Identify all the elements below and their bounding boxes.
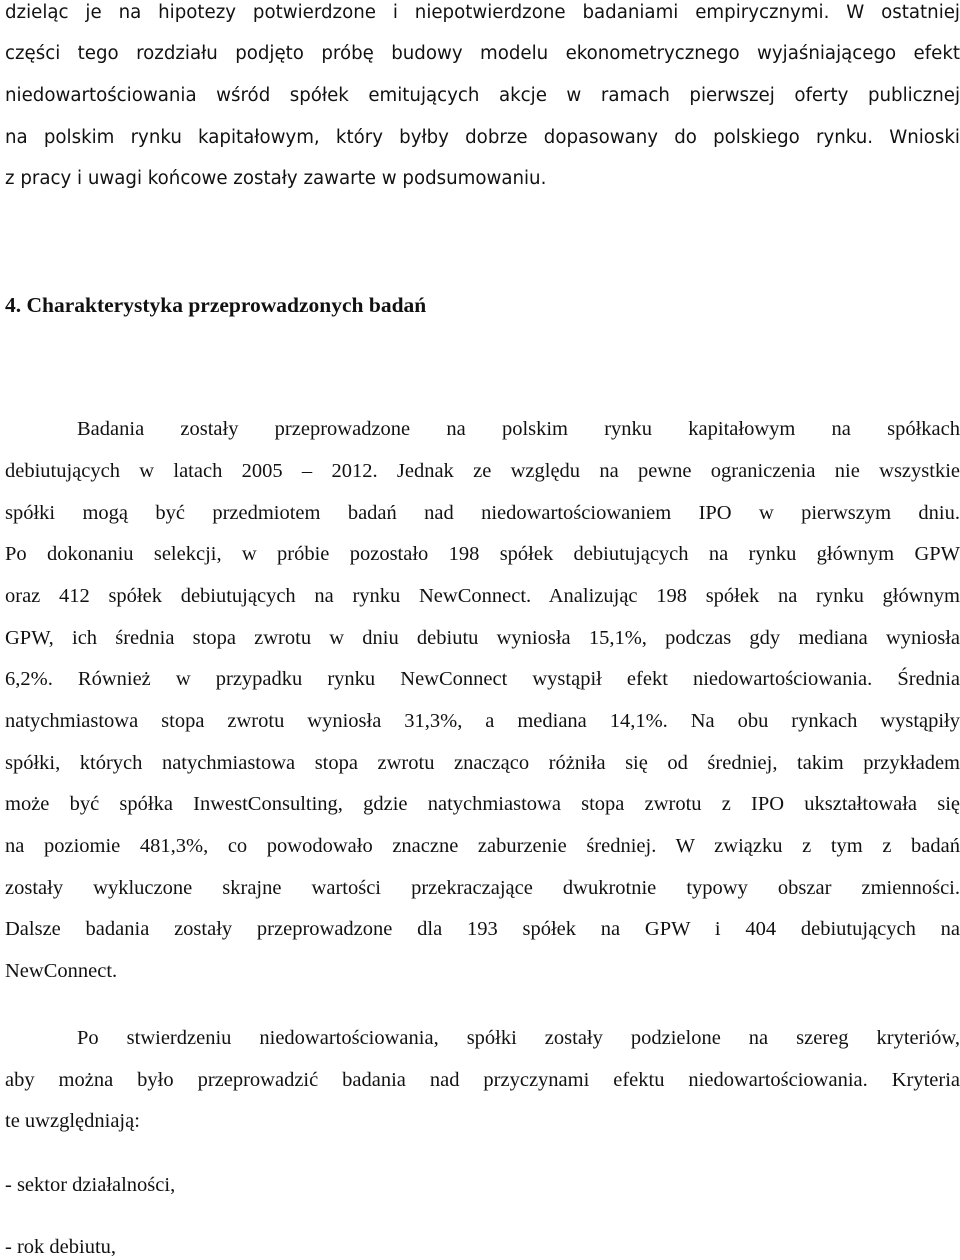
intro-line: niedowartościowania wśród spółek emitujących akcje w ramach pierwszej oferty publicznej xyxy=(5,85,960,106)
paragraph-line: Badania zostały przeprowadzone na polskim rynku kapitałowym na spółkach xyxy=(77,418,960,440)
list-item: - rok debiutu, xyxy=(5,1236,117,1258)
paragraph-line: na poziomie 481,3%, co powodowało znaczne zaburzenie średniej. W związku z tym z badań xyxy=(5,835,960,857)
paragraph-line: spółki, których natychmiastowa stopa zwrotu znacząco różniła się od średniej, takim przykładem xyxy=(5,752,960,774)
paragraph-line: natychmiastowa stopa zwrotu wyniosła 31,3%, a mediana 14,1%. Na obu rynkach wystąpiły xyxy=(5,710,960,732)
paragraph-line: te uwzględniają: xyxy=(5,1110,140,1132)
paragraph-line: GPW, ich średnia stopa zwrotu w dniu debiutu wyniosła 15,1%, podczas gdy mediana wyniosła xyxy=(5,627,960,649)
paragraph-line: Po stwierdzeniu niedowartościowania, spółki zostały podzielone na szereg kryteriów, xyxy=(77,1027,960,1049)
intro-line: na polskim rynku kapitałowym, który byłby dobrze dopasowany do polskiego rynku. Wnioski xyxy=(5,127,960,148)
paragraph-line: Po dokonaniu selekcji, w próbie pozostało 198 spółek debiutujących na rynku głównym GPW xyxy=(5,543,960,565)
paragraph-line: aby można było przeprowadzić badania nad przyczynami efektu niedowartościowania. Kryteria xyxy=(5,1069,960,1091)
intro-line: z pracy i uwagi końcowe zostały zawarte w podsumowaniu. xyxy=(5,168,547,189)
list-item: - sektor działalności, xyxy=(5,1174,176,1196)
paragraph-line: spółki mogą być przedmiotem badań nad niedowartościowaniem IPO w pierwszym dniu. xyxy=(5,502,960,524)
paragraph-line: debiutujących w latach 2005 – 2012. Jednak ze względu na pewne ograniczenia nie wszystkie xyxy=(5,460,960,482)
paragraph-line: Dalsze badania zostały przeprowadzone dla 193 spółek na GPW i 404 debiutujących na xyxy=(5,918,960,940)
paragraph-line: może być spółka InwestConsulting, gdzie natychmiastowa stopa zwrotu z IPO ukształtowała się xyxy=(5,793,960,815)
paragraph-line: zostały wykluczone skrajne wartości przekraczające dwukrotnie typowy obszar zmienności. xyxy=(5,877,960,899)
paragraph-line: 6,2%. Również w przypadku rynku NewConnect wystąpił efekt niedowartościowania. Średnia xyxy=(5,668,960,690)
paragraph-line: oraz 412 spółek debiutujących na rynku NewConnect. Analizując 198 spółek na rynku głównym xyxy=(5,585,960,607)
section-heading: 4. Charakterystyka przeprowadzonych badań xyxy=(5,293,427,317)
intro-line: dzieląc je na hipotezy potwierdzone i niepotwierdzone badaniami empirycznymi. W ostatniej xyxy=(5,2,960,23)
intro-line: części tego rozdziału podjęto próbę budowy modelu ekonometrycznego wyjaśniającego efekt xyxy=(5,43,960,64)
paragraph-line: NewConnect. xyxy=(5,960,118,982)
